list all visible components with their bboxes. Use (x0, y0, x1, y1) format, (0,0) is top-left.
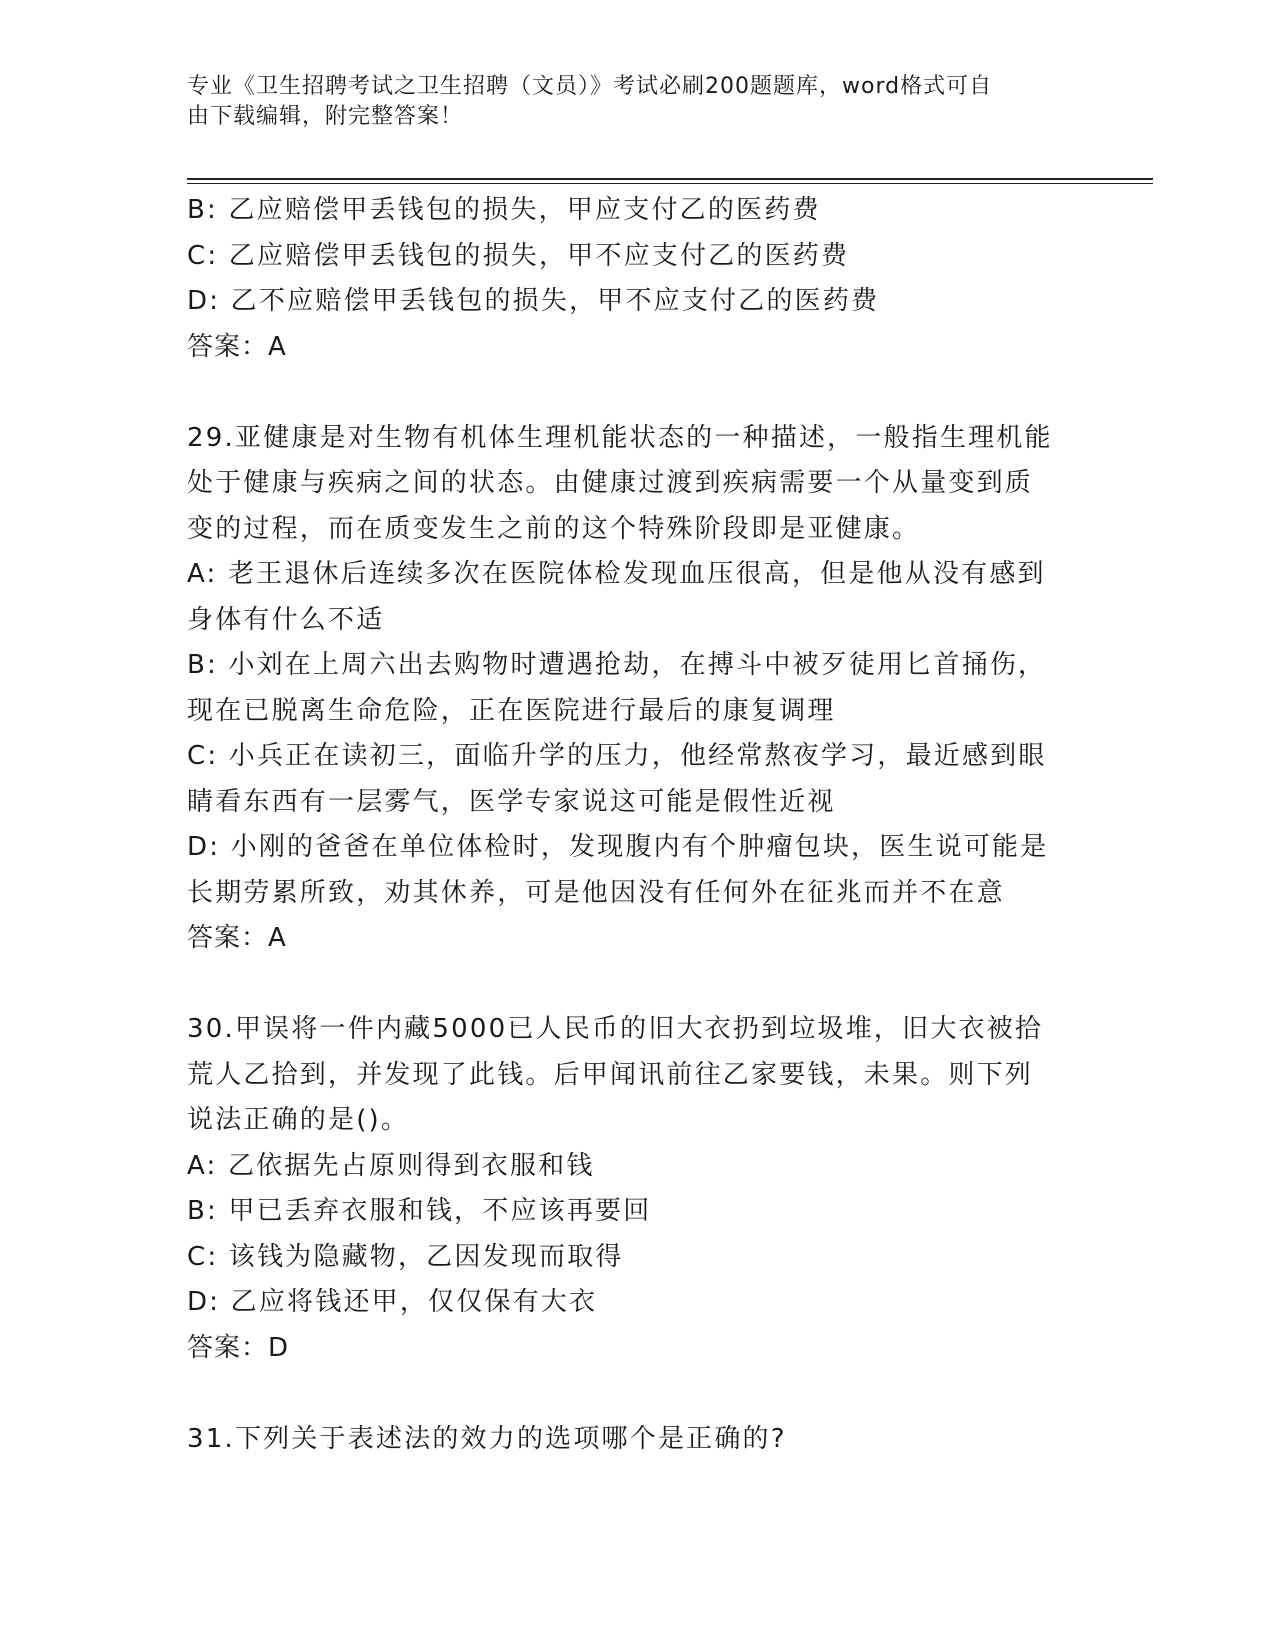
question-30 (187, 1007, 1087, 1371)
q29-option-c-line-1: C: 小兵正在读初三，面临升学的压力，他经常熬夜学习，最近感到眼 (187, 741, 1047, 771)
q28-option-c: C: 乙应赔偿甲丢钱包的损失，甲不应支付乙的医药费 (187, 240, 850, 271)
q28-answer: 答案：A (187, 331, 287, 362)
q30-stem-line-3: 说法正确的是()。 (187, 1105, 410, 1135)
header-line-2: 由下载编辑，附完整答案！ (187, 104, 464, 129)
question-29 (187, 416, 1087, 962)
q30-stem-line-1: 30.甲误将一件内藏5000已人民币的旧大衣扔到垃圾堆，旧大衣被拾 (187, 1014, 1044, 1044)
header-line-1: 专业《卫生招聘考试之卫生招聘（文员）》考试必刷200题题库，word格式可自 (187, 74, 993, 99)
q29-option-a-line-2: 身体有什么不适 (187, 604, 385, 635)
q29-stem-line-2: 处于健康与疾病之间的状态。由健康过渡到疾病需要一个从量变到质 (187, 468, 1034, 498)
q28-option-d: D: 乙不应赔偿甲丢钱包的损失，甲不应支付乙的医药费 (187, 286, 880, 316)
q29-answer: 答案：A (187, 923, 287, 953)
question-31 (187, 1417, 1087, 1463)
spacer (187, 370, 1087, 416)
header-divider-thin (187, 183, 1153, 184)
q30-option-a: A: 乙依据先占原则得到衣服和钱 (187, 1150, 595, 1181)
spacer (187, 1371, 1087, 1417)
q30-option-d: D: 乙应将钱还甲，仅仅保有大衣 (187, 1287, 598, 1317)
q29-option-d-line-1: D: 小刚的爸爸在单位体检时，发现腹内有个肿瘤包块，医生说可能是 (187, 832, 1049, 862)
q29-stem-line-1: 29.亚健康是对生物有机体生理机能状态的一种描述，一般指生理机能 (187, 422, 1053, 453)
q30-option-b: B: 甲已丢弃衣服和钱，不应该再要回 (187, 1196, 652, 1226)
q29-option-c-line-2: 睛看东西有一层雾气，医学专家说这可能是假性近视 (187, 786, 836, 817)
q31-stem-line-1: 31.下列关于表述法的效力的选项哪个是正确的? (187, 1423, 787, 1454)
question-28 (187, 188, 1087, 370)
q30-answer: 答案：D (187, 1332, 290, 1363)
header-divider-thick (187, 178, 1153, 180)
q29-option-a-line-1: A: 老王退休后连续多次在医院体检发现血压很高，但是他从没有感到 (187, 559, 1046, 589)
page-header (187, 72, 1067, 132)
spacer (187, 962, 1087, 1008)
q28-option-b: B: 乙应赔偿甲丢钱包的损失，甲应支付乙的医药费 (187, 195, 821, 225)
q29-option-b-line-2: 现在已脱离生命危险，正在医院进行最后的康复调理 (187, 695, 836, 726)
q29-option-b-line-1: B: 小刘在上周六出去购物时遭遇抢劫，在搏斗中被歹徒用匕首捅伤， (187, 650, 1047, 680)
q30-stem-line-2: 荒人乙拾到，并发现了此钱。后甲闻讯前往乙家要钱，未果。则下列 (187, 1059, 1034, 1090)
question-content (187, 188, 1087, 1462)
q30-option-c: C: 该钱为隐藏物，乙因发现而取得 (187, 1241, 624, 1272)
q29-option-d-line-2: 长期劳累所致，劝其休养，可是他因没有任何外在征兆而并不在意 (187, 877, 1005, 908)
q29-stem-line-3: 变的过程，而在质变发生之前的这个特殊阶段即是亚健康。 (187, 513, 921, 544)
